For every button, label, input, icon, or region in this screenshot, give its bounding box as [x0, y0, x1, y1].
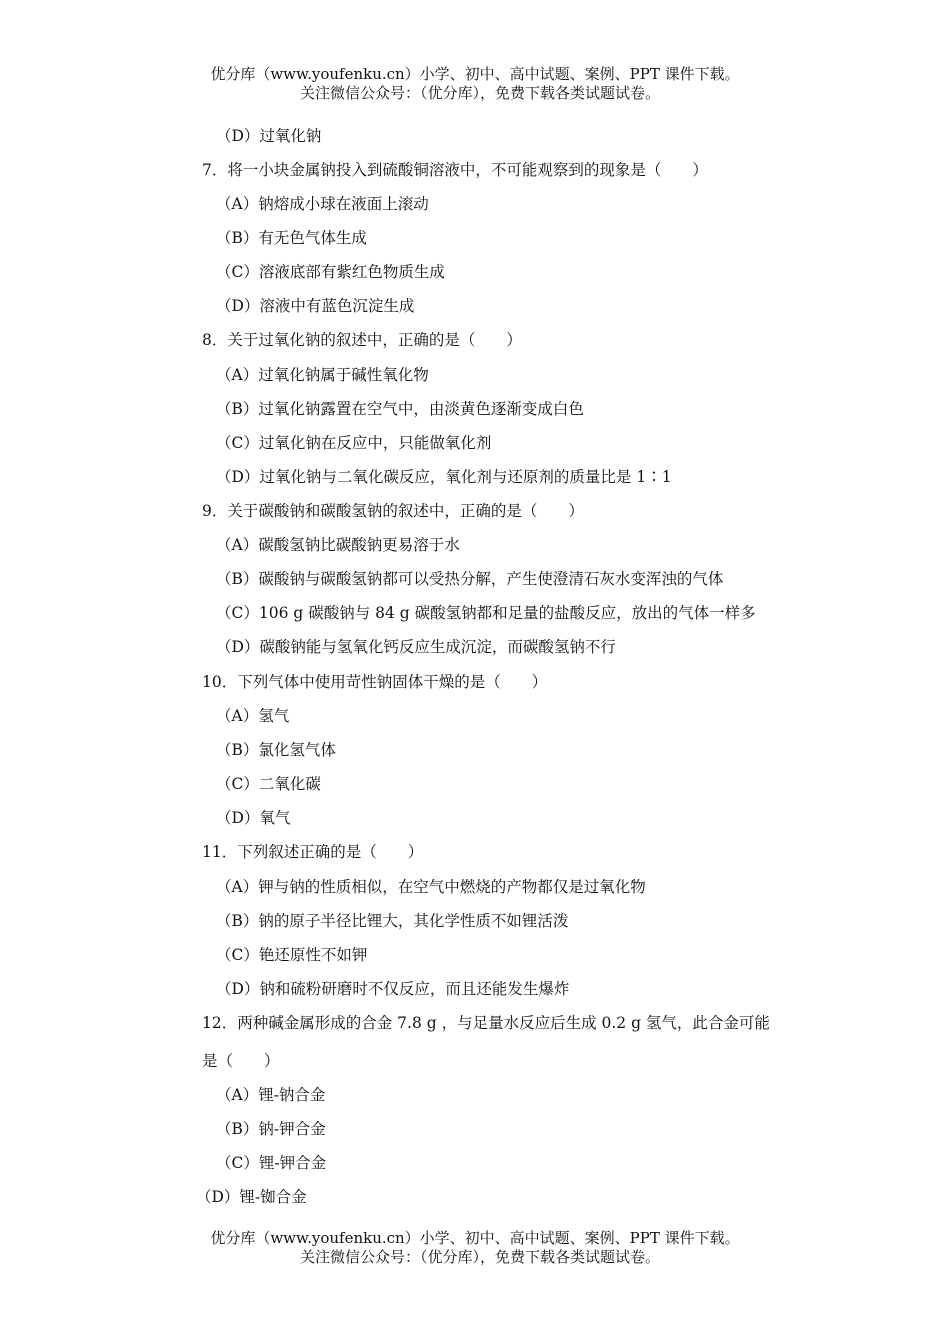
question-12-option-d: （D）锂-铷合金 — [196, 1188, 307, 1206]
footer-line-1: 优分库（www.youfenku.cn）小学、初中、高中试题、案例、PPT 课件下载。 — [210, 1229, 740, 1247]
question-8-stem: 8．关于过氧化钠的叙述中，正确的是（ ） — [202, 331, 522, 349]
question-7-option-a: （A）钠熔成小球在液面上滚动 — [216, 195, 429, 213]
question-10-stem: 10．下列气体中使用苛性钠固体干燥的是（ ） — [202, 673, 548, 691]
question-9-option-a: （A）碳酸氢钠比碳酸钠更易溶于水 — [216, 536, 460, 554]
header-line-1: 优分库（www.youfenku.cn）小学、初中、高中试题、案例、PPT 课件下载。 — [210, 65, 740, 83]
question-12-stem: 12．两种碱金属形成的合金 7.8 g ，与足量水反应后生成 0.2 g 氢气，此合金可能 — [202, 1014, 770, 1032]
question-8-option-d: （D）过氧化钠与二氧化碳反应，氧化剂与还原剂的质量比是 1∶1 — [216, 468, 672, 486]
question-7-option-b: （B）有无色气体生成 — [216, 229, 367, 247]
question-9-stem: 9．关于碳酸钠和碳酸氢钠的叙述中，正确的是（ ） — [202, 502, 584, 520]
prev-question-option-d: （D）过氧化钠 — [216, 127, 322, 145]
question-8-option-b: （B）过氧化钠露置在空气中，由淡黄色逐渐变成白色 — [216, 400, 584, 418]
question-12-option-b: （B）钠-钾合金 — [216, 1120, 326, 1138]
footer-line-2: 关注微信公众号：（优分库），免费下载各类试题试卷。 — [299, 1248, 660, 1266]
question-10-option-a: （A）氢气 — [216, 707, 290, 725]
page-footer — [0, 1229, 950, 1267]
question-12-stem-continued: 是（ ） — [202, 1052, 280, 1070]
question-7-option-c: （C）溶液底部有紫红色物质生成 — [216, 263, 445, 281]
question-12-option-a: （A）锂-钠合金 — [216, 1086, 326, 1104]
question-9-option-c: （C）106 g 碳酸钠与 84 g 碳酸氢钠都和足量的盐酸反应，放出的气体一样多 — [216, 604, 756, 622]
question-11-option-d: （D）钠和硫粉研磨时不仅反应，而且还能发生爆炸 — [216, 980, 570, 998]
question-10-option-c: （C）二氧化碳 — [216, 775, 321, 793]
question-7-stem: 7．将一小块金属钠投入到硫酸铜溶液中，不可能观察到的现象是（ ） — [202, 161, 708, 179]
question-12-option-c: （C）锂-钾合金 — [216, 1154, 327, 1172]
question-9-option-d: （D）碳酸钠能与氢氧化钙反应生成沉淀，而碳酸氢钠不行 — [216, 638, 616, 656]
question-9-option-b: （B）碳酸钠与碳酸氢钠都可以受热分解，产生使澄清石灰水变浑浊的气体 — [216, 570, 724, 588]
question-7-option-d: （D）溶液中有蓝色沉淀生成 — [216, 297, 415, 315]
question-8-option-a: （A）过氧化钠属于碱性氧化物 — [216, 366, 429, 384]
question-10-option-b: （B）氯化氢气体 — [216, 741, 336, 759]
page-header — [0, 65, 950, 103]
question-11-option-b: （B）钠的原子半径比锂大，其化学性质不如锂活泼 — [216, 912, 569, 930]
question-10-option-d: （D）氧气 — [216, 809, 291, 827]
question-11-stem: 11．下列叙述正确的是（ ） — [202, 843, 424, 861]
question-11-option-a: （A）钾与钠的性质相似，在空气中燃烧的产物都仅是过氧化物 — [216, 878, 646, 896]
header-line-2: 关注微信公众号：（优分库），免费下载各类试题试卷。 — [299, 84, 660, 102]
question-11-option-c: （C）铯还原性不如钾 — [216, 946, 368, 964]
question-8-option-c: （C）过氧化钠在反应中，只能做氧化剂 — [216, 434, 492, 452]
